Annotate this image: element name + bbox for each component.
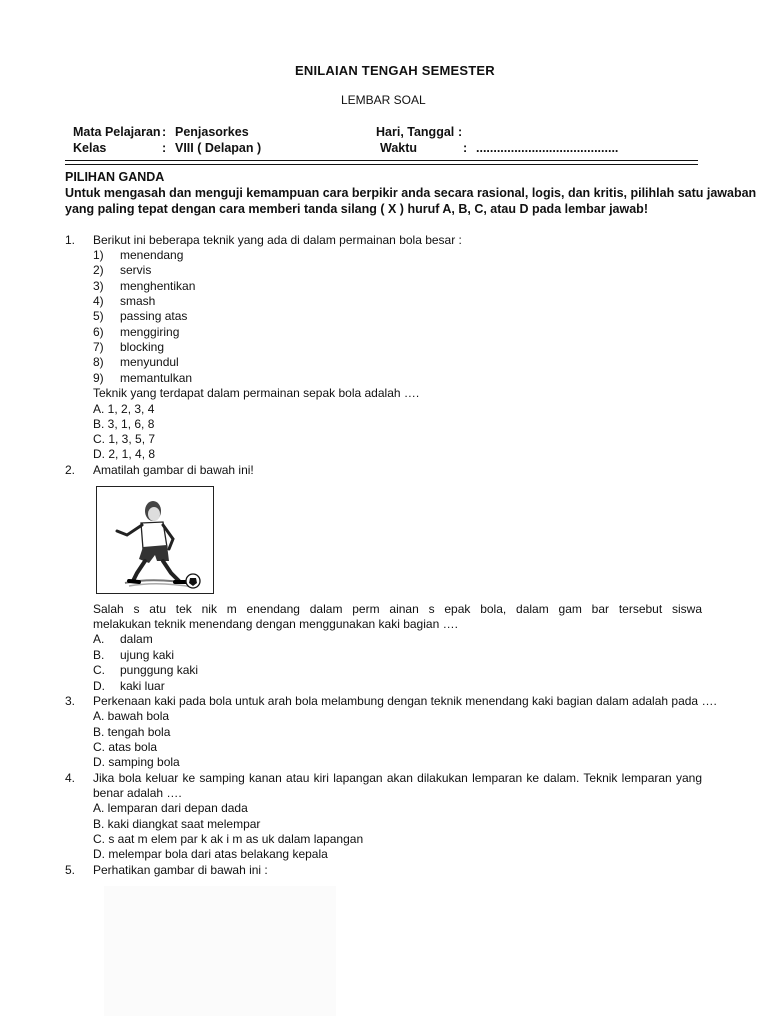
list-item-number: 3) xyxy=(93,279,104,293)
time-separator: : xyxy=(463,141,468,155)
answer-option: kaki luar xyxy=(120,679,165,693)
list-item-number: 6) xyxy=(93,325,104,339)
subject-separator: : xyxy=(162,125,167,139)
answer-option-letter: A. xyxy=(93,632,105,646)
answer-option: C. atas bola xyxy=(93,740,158,754)
list-item-number: 4) xyxy=(93,294,104,308)
class-label: Kelas xyxy=(73,141,107,155)
time-value: ......................................... xyxy=(476,141,619,155)
list-item: menghentikan xyxy=(120,279,196,293)
soccer-player-kicking-image xyxy=(96,486,214,594)
answer-option: A. 1, 2, 3, 4 xyxy=(93,402,155,416)
question-text: Amatilah gambar di bawah ini! xyxy=(93,463,254,477)
answer-option: dalam xyxy=(120,632,153,646)
question-number: 1. xyxy=(65,233,76,247)
question-text: Perhatikan gambar di bawah ini : xyxy=(93,863,268,877)
question-prompt: Teknik yang terdapat dalam permainan sepak bola adalah …. xyxy=(93,386,420,400)
answer-option: C. 1, 3, 5, 7 xyxy=(93,432,156,446)
question-number: 4. xyxy=(65,771,76,785)
list-item-number: 1) xyxy=(93,248,104,262)
subject-label: Mata Pelajaran xyxy=(73,125,161,139)
answer-option-letter: B. xyxy=(93,648,105,662)
question-text-line-2: melakukan teknik menendang dengan menggunakan kaki bagian …. xyxy=(93,617,458,631)
question-text-line-1: Jika bola keluar ke samping kanan atau kiri lapangan akan dilakukan lemparan ke dalam. Teknik lemparan yang xyxy=(93,771,702,785)
question-5-image-area xyxy=(104,886,336,1016)
question-number: 3. xyxy=(65,694,76,708)
question-text-line-2: benar adalah …. xyxy=(93,786,182,800)
day-date-separator: : xyxy=(458,125,463,139)
answer-option: A. bawah bola xyxy=(93,709,170,723)
soccer-player-illustration xyxy=(97,487,213,593)
list-item-number: 5) xyxy=(93,309,104,323)
question-text: Berikut ini beberapa teknik yang ada di dalam permainan bola besar : xyxy=(93,233,462,247)
list-item: blocking xyxy=(120,340,165,354)
answer-option: D. samping bola xyxy=(93,755,180,769)
answer-option-letter: C. xyxy=(93,663,105,677)
answer-option-letter: D. xyxy=(93,679,105,693)
instruction-line-1: Untuk mengasah dan menguji kemampuan cara berpikir anda secara rasional, logis, dan kritis, pilihlah satu jawaban xyxy=(65,186,757,200)
question-text-line-1: Salah s atu tek nik m enendang dalam perm ainan s epak bola, dalam gam bar tersebut siswa xyxy=(93,602,702,616)
list-item-number: 8) xyxy=(93,355,104,369)
question-text: Perkenaan kaki pada bola untuk arah bola melambung dengan teknik menendang kaki bagian dalam adalah pada …. xyxy=(93,694,717,708)
instruction-line-2: yang paling tepat dengan cara memberi tanda silang ( X ) huruf A, B, C, atau D pada lembar jawab! xyxy=(65,202,648,216)
answer-option: C. s aat m elem par k ak i m as uk dalam lapangan xyxy=(93,832,364,846)
question-number: 5. xyxy=(65,863,76,877)
class-separator: : xyxy=(162,141,167,155)
answer-option: D. 2, 1, 4, 8 xyxy=(93,447,156,461)
question-number: 2. xyxy=(65,463,76,477)
answer-option: B. kaki diangkat saat melempar xyxy=(93,817,261,831)
list-item: passing atas xyxy=(120,309,188,323)
header-rule-thick xyxy=(65,160,698,161)
answer-option: ujung kaki xyxy=(120,648,175,662)
list-item: menggiring xyxy=(120,325,180,339)
answer-option: punggung kaki xyxy=(120,663,199,677)
class-value: VIII ( Delapan ) xyxy=(175,141,262,155)
list-item-number: 7) xyxy=(93,340,104,354)
list-item: memantulkan xyxy=(120,371,193,385)
day-date-label: Hari, Tanggal xyxy=(376,125,455,139)
exam-subtitle: LEMBAR SOAL xyxy=(341,93,426,107)
list-item-number: 9) xyxy=(93,371,104,385)
list-item: menendang xyxy=(120,248,184,262)
list-item: menyundul xyxy=(120,355,179,369)
answer-option: B. 3, 1, 6, 8 xyxy=(93,417,155,431)
list-item-number: 2) xyxy=(93,263,104,277)
answer-option: A. lemparan dari depan dada xyxy=(93,801,248,815)
header-rule-thin xyxy=(65,164,698,165)
answer-option: B. tengah bola xyxy=(93,725,171,739)
answer-option: D. melempar bola dari atas belakang kepala xyxy=(93,847,328,861)
list-item: smash xyxy=(120,294,156,308)
exam-title: ENILAIAN TENGAH SEMESTER xyxy=(295,63,495,78)
section-heading: PILIHAN GANDA xyxy=(65,170,165,184)
time-label: Waktu xyxy=(380,141,418,155)
list-item: servis xyxy=(120,263,152,277)
subject-value: Penjasorkes xyxy=(175,125,249,139)
